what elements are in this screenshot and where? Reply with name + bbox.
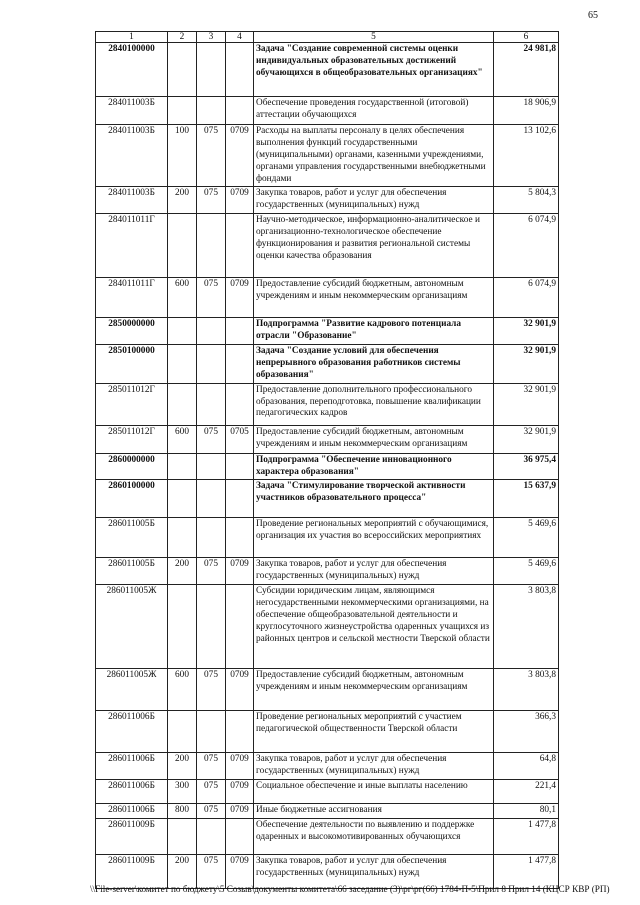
code-cell: 286011006Б xyxy=(96,753,168,780)
c4-cell xyxy=(226,345,254,384)
c2-cell xyxy=(168,711,197,753)
description-cell: Предоставление субсидий бюджетным, автономным учреждениям и иным некоммерческим организациям xyxy=(254,278,494,318)
amount-cell: 3 803,8 xyxy=(494,669,559,711)
description-cell: Субсидии юридическим лицам, являющимся негосударственными некоммерческими организациями, на обеспечение общеобразовательной деятельности и круглосуточного жизнеустройства одаренных учащихся из районных центров и сельской местности Тверской области xyxy=(254,585,494,669)
c2-cell xyxy=(168,214,197,278)
code-cell: 284011011Г xyxy=(96,278,168,318)
c2-cell xyxy=(168,43,197,97)
c3-cell xyxy=(197,453,226,480)
code-cell: 286011005Ж xyxy=(96,585,168,669)
c2-cell: 200 xyxy=(168,753,197,780)
c2-cell: 600 xyxy=(168,669,197,711)
c4-cell xyxy=(226,43,254,97)
c3-cell: 075 xyxy=(197,278,226,318)
code-cell: 285011012Г xyxy=(96,425,168,453)
c2-cell: 600 xyxy=(168,278,197,318)
c2-cell xyxy=(168,585,197,669)
amount-cell: 6 074,9 xyxy=(494,214,559,278)
c3-cell: 075 xyxy=(197,780,226,804)
code-cell: 286011006Б xyxy=(96,711,168,753)
c2-cell xyxy=(168,518,197,558)
c2-cell: 200 xyxy=(168,187,197,214)
c4-cell xyxy=(226,480,254,518)
c4-cell: 0709 xyxy=(226,187,254,214)
c4-cell: 0709 xyxy=(226,125,254,187)
amount-cell: 24 981,8 xyxy=(494,43,559,97)
c2-cell xyxy=(168,453,197,480)
amount-cell: 32 901,9 xyxy=(494,383,559,425)
table-row xyxy=(96,711,559,753)
table-row xyxy=(96,753,559,780)
column-header: 4 xyxy=(226,32,254,43)
c3-cell: 075 xyxy=(197,125,226,187)
code-cell: 286011005Ж xyxy=(96,669,168,711)
c3-cell xyxy=(197,383,226,425)
code-cell: 286011005Б xyxy=(96,518,168,558)
description-cell: Подпрограмма "Развитие кадрового потенциала отрасли "Образование" xyxy=(254,318,494,345)
c2-cell xyxy=(168,345,197,384)
c3-cell xyxy=(197,318,226,345)
code-cell: 2840100000 xyxy=(96,43,168,97)
c2-cell xyxy=(168,818,197,854)
table-row xyxy=(96,43,559,97)
c4-cell xyxy=(226,214,254,278)
amount-cell: 1 477,8 xyxy=(494,818,559,854)
description-cell: Задача "Стимулирование творческой активности участников образовательного процесса" xyxy=(254,480,494,518)
description-cell: Проведение региональных мероприятий с участием педагогической общественности Тверской области xyxy=(254,711,494,753)
table-row xyxy=(96,780,559,804)
table-row xyxy=(96,669,559,711)
code-cell: 2860100000 xyxy=(96,480,168,518)
c2-cell xyxy=(168,97,197,125)
table-row xyxy=(96,383,559,425)
code-cell: 2850100000 xyxy=(96,345,168,384)
table-row xyxy=(96,125,559,187)
table-row xyxy=(96,318,559,345)
amount-cell: 3 803,8 xyxy=(494,585,559,669)
table-row xyxy=(96,818,559,854)
c2-cell xyxy=(168,383,197,425)
c4-cell xyxy=(226,453,254,480)
page-number: 65 xyxy=(588,10,598,21)
c4-cell xyxy=(226,711,254,753)
table-row xyxy=(96,558,559,585)
table-row xyxy=(96,453,559,480)
table-row xyxy=(96,585,559,669)
amount-cell: 32 901,9 xyxy=(494,425,559,453)
amount-cell: 366,3 xyxy=(494,711,559,753)
c3-cell: 075 xyxy=(197,804,226,819)
c4-cell xyxy=(226,585,254,669)
description-cell: Социальное обеспечение и иные выплаты населению xyxy=(254,780,494,804)
amount-cell: 32 901,9 xyxy=(494,345,559,384)
c3-cell: 075 xyxy=(197,753,226,780)
c3-cell: 075 xyxy=(197,669,226,711)
table-row xyxy=(96,425,559,453)
c3-cell xyxy=(197,214,226,278)
c3-cell: 075 xyxy=(197,425,226,453)
amount-cell: 18 906,9 xyxy=(494,97,559,125)
description-cell: Иные бюджетные ассигнования xyxy=(254,804,494,819)
c3-cell xyxy=(197,711,226,753)
description-cell: Закупка товаров, работ и услуг для обеспечения государственных (муниципальных) нужд xyxy=(254,753,494,780)
amount-cell: 5 469,6 xyxy=(494,558,559,585)
c4-cell: 0709 xyxy=(226,558,254,585)
description-cell: Закупка товаров, работ и услуг для обеспечения государственных (муниципальных) нужд xyxy=(254,558,494,585)
code-cell: 286011005Б xyxy=(96,558,168,585)
description-cell: Задача "Создание условий для обеспечения непрерывного образования работников системы образования" xyxy=(254,345,494,384)
c2-cell: 300 xyxy=(168,780,197,804)
file-path-footer: \\File-server\комитет по бюджету\5 Созыв\документы комитета\66 заседание (3)\рг\рг(66) 1784-П-5\Прил 8 Прил 14 (КЦСР КВР (РП) xyxy=(90,884,610,894)
c4-cell xyxy=(226,818,254,854)
c4-cell: 0709 xyxy=(226,854,254,888)
table-row xyxy=(96,214,559,278)
code-cell: 286011006Б xyxy=(96,780,168,804)
description-cell: Предоставление дополнительного профессионального образования, переподготовка, повышение квалификации педагогических кадров xyxy=(254,383,494,425)
c2-cell: 600 xyxy=(168,425,197,453)
c3-cell xyxy=(197,518,226,558)
amount-cell: 1 477,8 xyxy=(494,854,559,888)
c4-cell: 0705 xyxy=(226,425,254,453)
table-row xyxy=(96,480,559,518)
c4-cell: 0709 xyxy=(226,804,254,819)
amount-cell: 36 975,4 xyxy=(494,453,559,480)
c2-cell: 200 xyxy=(168,854,197,888)
c3-cell xyxy=(197,43,226,97)
table-row xyxy=(96,97,559,125)
table-row xyxy=(96,345,559,384)
amount-cell: 6 074,9 xyxy=(494,278,559,318)
code-cell: 2860000000 xyxy=(96,453,168,480)
amount-cell: 15 637,9 xyxy=(494,480,559,518)
table-row xyxy=(96,804,559,819)
c3-cell: 075 xyxy=(197,854,226,888)
code-cell: 284011003Б xyxy=(96,97,168,125)
code-cell: 284011011Г xyxy=(96,214,168,278)
c4-cell: 0709 xyxy=(226,753,254,780)
c3-cell xyxy=(197,345,226,384)
column-header: 6 xyxy=(494,32,559,43)
code-cell: 285011012Г xyxy=(96,383,168,425)
amount-cell: 5 804,3 xyxy=(494,187,559,214)
c4-cell: 0709 xyxy=(226,278,254,318)
column-header: 3 xyxy=(197,32,226,43)
c3-cell xyxy=(197,480,226,518)
description-cell: Подпрограмма "Обеспечение инновационного характера образования" xyxy=(254,453,494,480)
c2-cell xyxy=(168,480,197,518)
c4-cell xyxy=(226,518,254,558)
column-header: 2 xyxy=(168,32,197,43)
code-cell: 286011009Б xyxy=(96,818,168,854)
c4-cell xyxy=(226,97,254,125)
c4-cell: 0709 xyxy=(226,669,254,711)
code-cell: 284011003Б xyxy=(96,125,168,187)
table-row xyxy=(96,518,559,558)
amount-cell: 13 102,6 xyxy=(494,125,559,187)
description-cell: Закупка товаров, работ и услуг для обеспечения государственных (муниципальных) нужд xyxy=(254,854,494,888)
c4-cell: 0709 xyxy=(226,780,254,804)
description-cell: Предоставление субсидий бюджетным, автономным учреждениям и иным некоммерческим организациям xyxy=(254,669,494,711)
code-cell: 286011006Б xyxy=(96,804,168,819)
description-cell: Закупка товаров, работ и услуг для обеспечения государственных (муниципальных) нужд xyxy=(254,187,494,214)
amount-cell: 5 469,6 xyxy=(494,518,559,558)
c2-cell: 200 xyxy=(168,558,197,585)
table-row xyxy=(96,187,559,214)
c3-cell xyxy=(197,585,226,669)
budget-table xyxy=(95,31,559,889)
description-cell: Проведение региональных мероприятий с обучающимися, организация их участия во всероссийских мероприятиях xyxy=(254,518,494,558)
c4-cell xyxy=(226,383,254,425)
c3-cell: 075 xyxy=(197,558,226,585)
description-cell: Обеспечение деятельности по выявлению и поддержке одаренных и высокомотивированных обучающихся xyxy=(254,818,494,854)
description-cell: Расходы на выплаты персоналу в целях обеспечения выполнения функций государственными (муниципальными) органами, казенными учреждениями, органами управления государственными внебюджетными фондами xyxy=(254,125,494,187)
description-cell: Научно-методическое, информационно-аналитическое и организационно-технологическое обеспечение функционирования и развития региональной системы оценки качества образования xyxy=(254,214,494,278)
table-row xyxy=(96,278,559,318)
code-cell: 2850000000 xyxy=(96,318,168,345)
c3-cell: 075 xyxy=(197,187,226,214)
amount-cell: 221,4 xyxy=(494,780,559,804)
amount-cell: 80,1 xyxy=(494,804,559,819)
amount-cell: 32 901,9 xyxy=(494,318,559,345)
code-cell: 284011003Б xyxy=(96,187,168,214)
description-cell: Задача "Создание современной системы оценки индивидуальных образовательных достижений обучающихся в общеобразовательных организациях" xyxy=(254,43,494,97)
table-header-row xyxy=(96,32,559,43)
c4-cell xyxy=(226,318,254,345)
description-cell: Предоставление субсидий бюджетным, автономным учреждениям и иным некоммерческим организациям xyxy=(254,425,494,453)
c3-cell xyxy=(197,818,226,854)
c2-cell: 100 xyxy=(168,125,197,187)
column-header: 1 xyxy=(96,32,168,43)
c2-cell xyxy=(168,318,197,345)
column-header: 5 xyxy=(254,32,494,43)
code-cell: 286011009Б xyxy=(96,854,168,888)
description-cell: Обеспечение проведения государственной (итоговой) аттестации обучающихся xyxy=(254,97,494,125)
amount-cell: 64,8 xyxy=(494,753,559,780)
c2-cell: 800 xyxy=(168,804,197,819)
c3-cell xyxy=(197,97,226,125)
